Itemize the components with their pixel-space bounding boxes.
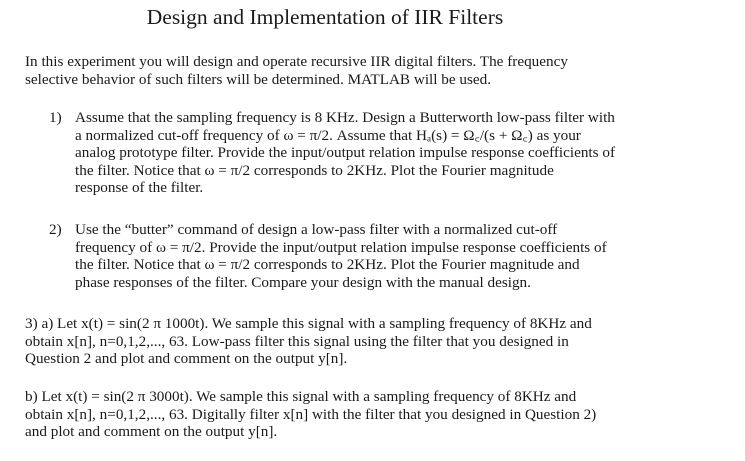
question-1-line: response of the filter.	[75, 179, 204, 197]
question-2-line: Use the “butter” command of design a low-pass filter with a normalized cut-off	[75, 221, 558, 238]
question-2-line: phase responses of the filter. Compare your design with the manual design.	[75, 273, 531, 291]
question-3b-line: and plot and comment on the output y[n].	[25, 423, 278, 441]
question-2-line: frequency of ω = π/2. Provide the input/output relation impulse response coefficients of	[75, 238, 607, 256]
question-1-line: Assume that the sampling frequency is 8 KHz. Design a Butterworth low-pass filter with	[75, 109, 615, 126]
question-3b-text	[25, 388, 596, 441]
question-2-number: 2)	[49, 221, 62, 238]
question-1-number: 1)	[49, 109, 62, 126]
question-1-line: a normalized cut-off frequency of ω = π/2. Assume that Hₐ(s) = Ω꜀/(s + Ω꜀) as your	[75, 126, 581, 144]
question-1-line: analog prototype filter. Provide the input/output relation impulse response coefficients of	[75, 144, 616, 162]
intro-paragraph	[25, 53, 568, 88]
question-3a-line: Question 2 and plot and comment on the output y[n].	[25, 350, 348, 368]
question-3a-line: 3) a) Let x(t) = sin(2 π 1000t). We sample this signal with a sampling frequency of 8KHz and	[25, 315, 592, 332]
question-3b-line: b) Let x(t) = sin(2 π 3000t). We sample this signal with a sampling frequency of 8KHz and	[25, 388, 577, 405]
question-1-line: the filter. Notice that ω = π/2 corresponds to 2KHz. Plot the Fourier magnitude	[75, 161, 554, 179]
intro-line: selective behavior of such filters will be determined. MATLAB will be used.	[25, 70, 492, 88]
question-2-line: the filter. Notice that ω = π/2 corresponds to 2KHz. Plot the Fourier magnitude and	[75, 256, 580, 274]
intro-line: In this experiment you will design and operate recursive IIR digital filters. The frequency	[25, 53, 568, 70]
question-3b-line: obtain x[n], n=0,1,2,..., 63. Digitally filter x[n] with the filter that you designed in Question 2)	[25, 405, 597, 423]
question-1-text	[75, 109, 615, 197]
question-3a-line: obtain x[n], n=0,1,2,..., 63. Low-pass filter this signal using the filter that you designed in	[25, 332, 569, 350]
question-2-text	[75, 221, 607, 291]
page-title: Design and Implementation of IIR Filters	[146, 5, 504, 29]
question-3a-text	[25, 315, 592, 368]
